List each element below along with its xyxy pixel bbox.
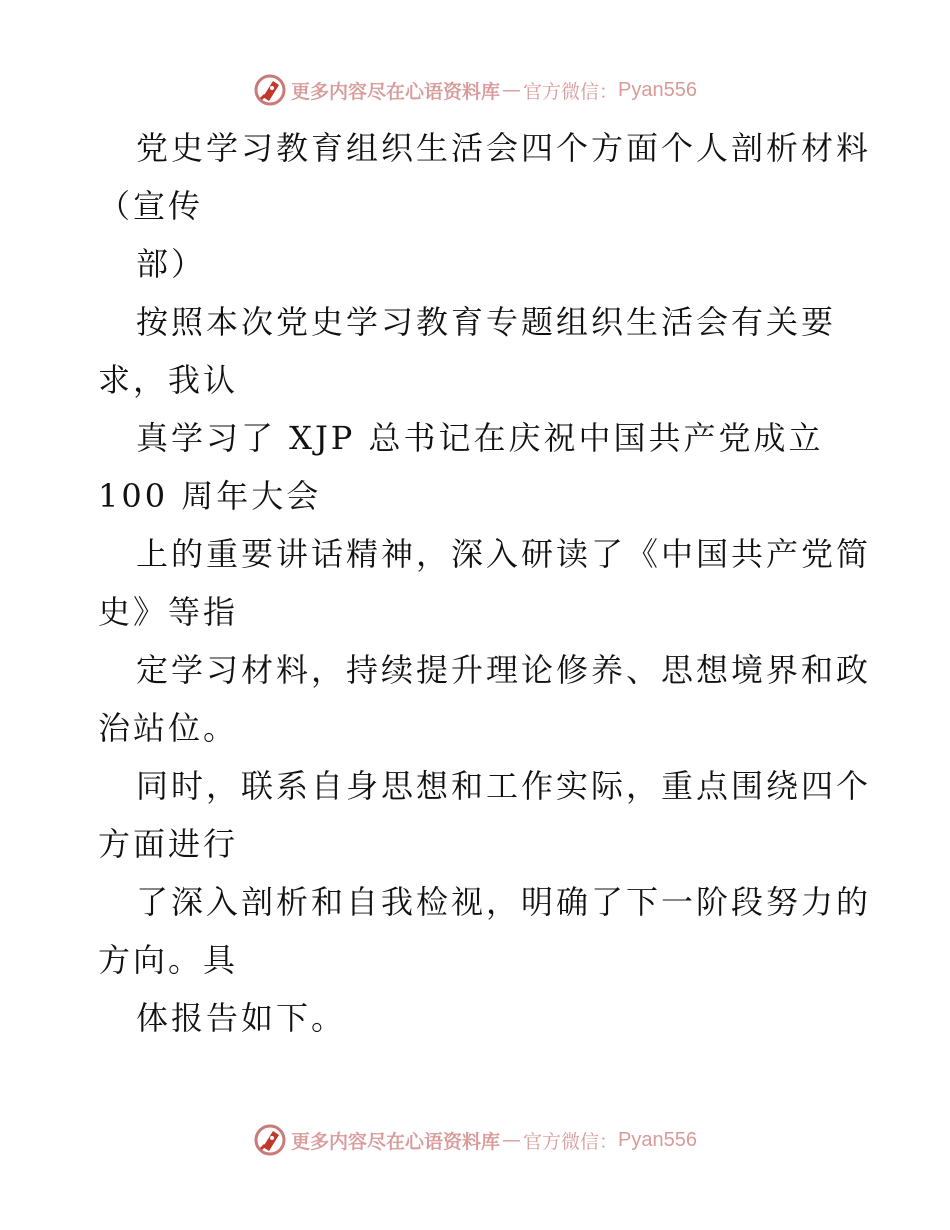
doc-line: 了深入剖析和自我检视，明确了下一阶段努力的: [136, 883, 872, 921]
banner-main-text: 更多内容尽在心语资料库: [291, 80, 501, 103]
doc-line: 体报告如下。: [136, 999, 347, 1037]
footer-main-text: 更多内容尽在心语资料库: [291, 1130, 501, 1153]
doc-line: 方面进行: [98, 825, 239, 863]
pen-nib-logo-icon: [253, 1123, 287, 1157]
footer-wechat-id: Pyan556: [618, 1128, 697, 1151]
doc-line: 史》等指: [98, 593, 239, 631]
doc-line: 按照本次党史学习教育专题组织生活会有关要: [136, 303, 837, 341]
pen-nib-logo-icon: [253, 73, 287, 107]
footer-wechat-label: 官方微信：: [523, 1130, 619, 1153]
footer-dash: —: [502, 1129, 522, 1151]
doc-line: 方向。具: [98, 941, 239, 979]
doc-line: 治站位。: [98, 709, 239, 747]
banner-wechat-id: Pyan556: [618, 78, 697, 101]
doc-line: 部）: [136, 245, 207, 283]
footer-banner: [0, 1120, 950, 1160]
doc-line: 定学习材料，持续提升理论修养、思想境界和政: [136, 651, 872, 689]
doc-line: 同时，联系自身思想和工作实际，重点围绕四个: [136, 767, 872, 805]
banner-dash: —: [502, 79, 522, 101]
doc-line: 100 周年大会: [98, 477, 322, 515]
banner-wechat-label: 官方微信：: [523, 80, 619, 103]
header-banner: [0, 70, 950, 110]
doc-line: 上的重要讲话精神，深入研读了《中国共产党简: [136, 535, 872, 573]
doc-title-line: 党史学习教育组织生活会四个方面个人剖析材料: [136, 129, 872, 167]
doc-line: 真学习了 XJP 总书记在庆祝中国共产党成立: [136, 419, 824, 457]
doc-line: （宣传: [98, 187, 204, 225]
doc-line: 求，我认: [98, 361, 239, 399]
